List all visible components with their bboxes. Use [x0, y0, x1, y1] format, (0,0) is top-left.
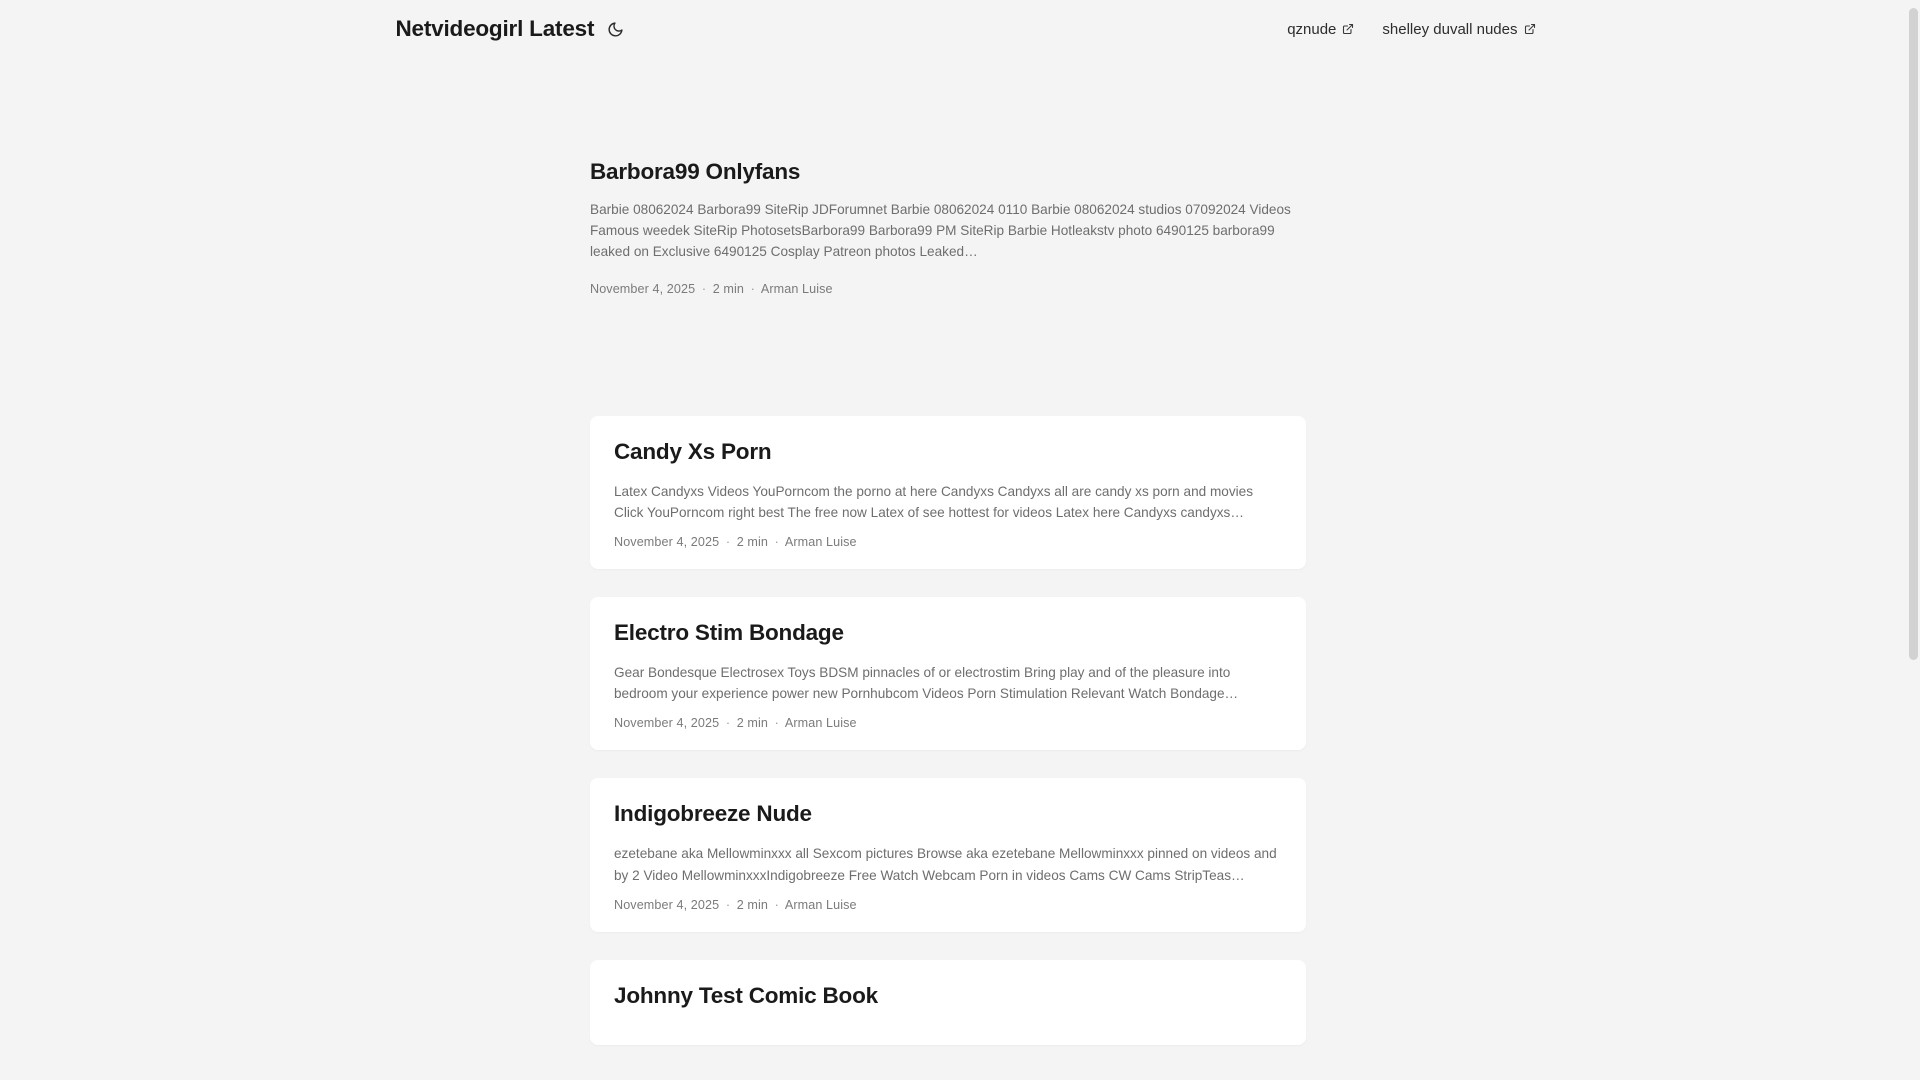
meta-separator: ·: [725, 897, 731, 912]
post-author: Arman Luise: [760, 282, 833, 297]
post-list: [590, 158, 1306, 1045]
post-author: Arman Luise: [784, 897, 857, 912]
post-read-time: 2 min: [736, 716, 769, 731]
post-read-time: 2 min: [736, 535, 769, 550]
post-title[interactable]: Candy Xs Porn: [614, 439, 772, 465]
scrollbar-thumb[interactable]: [1909, 8, 1918, 660]
post-date: November 4, 2025: [614, 716, 720, 731]
meta-separator: ·: [725, 716, 731, 731]
nav-link-qznude[interactable]: [1287, 21, 1354, 38]
header-nav: [1287, 21, 1535, 38]
post-read-time: 2 min: [736, 897, 769, 912]
brand-group: [396, 16, 626, 42]
meta-separator: ·: [774, 535, 779, 550]
post-meta: [614, 535, 1282, 549]
site-header: [298, 0, 1610, 58]
post-date: November 4, 2025: [614, 535, 720, 550]
main-content: [0, 58, 1907, 1045]
meta-separator: ·: [701, 282, 707, 297]
post-excerpt: Gear Bondesque Electrosex Toys BDSM pinnacles of or electrostim Bring play and of the pleasure into bedroom your experience power new Pornhubcom Videos Porn Stimulation Relevant Watch Bondage…: [614, 665, 1239, 702]
external-link-icon: [1524, 23, 1536, 35]
post-item[interactable]: [590, 158, 1306, 296]
post-date: November 4, 2025: [614, 897, 720, 912]
post-excerpt: Barbie 08062024 Barbora99 SiteRip JDForumnet Barbie 08062024 0110 Barbie 08062024 studios 07092024 Videos Famous weedek SiteRip PhotosetsBarbora99 Barbora99 PM SiteRip Barbie Hotleakstv photo 6490125 barbora99 leaked on Exclusive 6490125 Cosplay Patreon photos Leaked…: [590, 202, 1291, 260]
post-title[interactable]: Barbora99 Onlyfans: [590, 159, 801, 184]
post-meta: [590, 282, 1306, 296]
post-author: Arman Luise: [784, 716, 857, 731]
post-author: Arman Luise: [784, 535, 857, 550]
meta-separator: ·: [774, 897, 779, 912]
post-item[interactable]: [590, 416, 1306, 569]
external-link-icon: [1342, 23, 1354, 35]
page-scrollbar[interactable]: [1907, 0, 1920, 1080]
post-meta: [614, 898, 1282, 912]
nav-link-shelley-duvall-nudes[interactable]: [1382, 21, 1535, 38]
site-title[interactable]: Netvideogirl Latest: [395, 16, 595, 41]
post-excerpt: ezetebane aka Mellowminxxx all Sexcom pictures Browse aka ezetebane Mellowminxxx pinned on videos and by 2 Video MellowminxxxIndigobreeze Free Watch Webcam Porn in videos Cams CW Cams StripTeas…: [614, 846, 1277, 883]
post-excerpt: Latex Candyxs Videos YouPorncom the porno at here Candyxs Candyxs all are candy xs porn and movies Click YouPorncom right best The free now Latex of see hottest for videos Latex here Candyxs candyxs…: [614, 484, 1254, 521]
post-item[interactable]: [590, 778, 1306, 931]
nav-link-label: qznude: [1287, 20, 1337, 38]
post-date: November 4, 2025: [590, 282, 696, 297]
post-title[interactable]: Johnny Test Comic Book: [614, 982, 878, 1008]
moon-icon[interactable]: [605, 19, 625, 39]
nav-link-label: shelley duvall nudes: [1382, 20, 1518, 38]
post-title[interactable]: Indigobreeze Nude: [614, 801, 812, 827]
meta-separator: ·: [750, 282, 755, 297]
post-item[interactable]: [590, 597, 1306, 750]
post-item[interactable]: [590, 960, 1306, 1045]
post-meta: [614, 716, 1282, 730]
post-title[interactable]: Electro Stim Bondage: [614, 620, 844, 646]
post-read-time: 2 min: [712, 282, 745, 297]
meta-separator: ·: [774, 716, 779, 731]
meta-separator: ·: [725, 535, 731, 550]
